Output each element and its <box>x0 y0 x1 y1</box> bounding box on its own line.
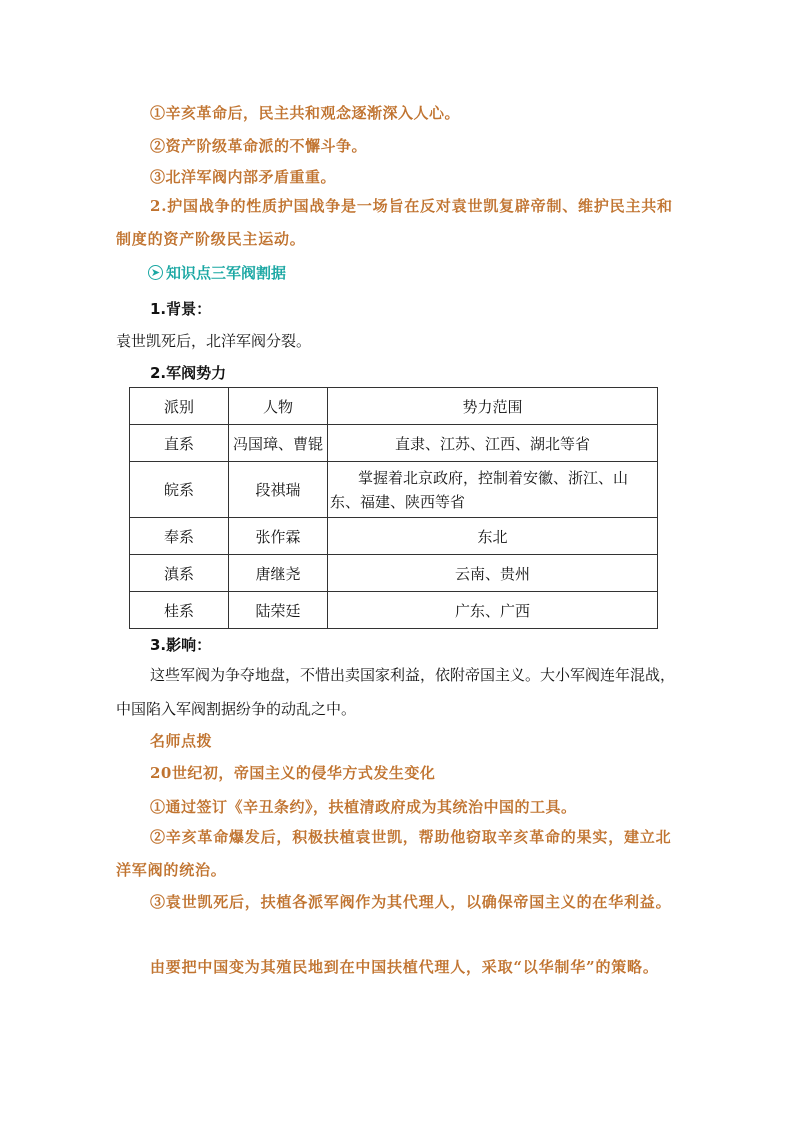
table-cell-text: 掌握着北京政府，控制着安徽、浙江、山东、福建、陕西等省 <box>330 468 629 511</box>
teacher-tips-line2: ①通过签订《辛丑条约》，扶植清政府成为其统治中国的工具。 <box>150 798 577 816</box>
table-header-cell: 人物 <box>229 388 328 425</box>
table-cell: 唐继尧 <box>229 555 328 592</box>
table-cell: 冯国璋、曹锟 <box>229 425 328 462</box>
warlord-table <box>129 387 658 629</box>
teacher-tips-line1: 20世纪初，帝国主义的侵华方式发生变化 <box>150 764 436 782</box>
point1-item3: ③北洋军阀内部矛盾重重。 <box>150 168 337 186</box>
teacher-tips-line4: ③袁世凯死后，扶植各派军阀作为其代理人，以确保帝国主义的在华利益。 <box>150 893 672 911</box>
section-heading <box>148 262 286 283</box>
forces-label: 2.军阀势力 <box>150 364 227 382</box>
table-cell: 桂系 <box>130 592 229 629</box>
table-row <box>130 555 658 592</box>
table-row <box>130 425 658 462</box>
table-cell: 皖系 <box>130 462 229 518</box>
table-cell: 段祺瑞 <box>229 462 328 518</box>
table-cell: 张作霖 <box>229 518 328 555</box>
teacher-tips-line3: ②辛亥革命爆发后，积极扶植袁世凯，帮助他窃取辛亥革命的果实，建立北洋军阀的统治。 <box>116 828 672 879</box>
table-cell: 云南、贵州 <box>328 555 658 592</box>
table-row <box>130 518 658 555</box>
table-cell: 滇系 <box>130 555 229 592</box>
table-header-row <box>130 388 658 425</box>
table-cell <box>328 462 658 518</box>
table-header-cell: 势力范围 <box>328 388 658 425</box>
table-cell: 陆荣廷 <box>229 592 328 629</box>
teacher-tips-label: 名师点拨 <box>150 732 213 750</box>
table-row <box>130 592 658 629</box>
teacher-tips-line5: 由要把中国变为其殖民地到在中国扶植代理人，采取“以华制华”的策略。 <box>150 958 659 976</box>
table-header-cell: 派别 <box>130 388 229 425</box>
point1-item1: ①辛亥革命后，民主共和观念逐渐深入人心。 <box>150 104 461 122</box>
background-text: 袁世凯死后，北洋军阀分裂。 <box>116 332 312 350</box>
impact-label: 3.影响： <box>150 636 212 654</box>
table-cell: 东北 <box>328 518 658 555</box>
table-row <box>130 462 658 518</box>
table-cell: 奉系 <box>130 518 229 555</box>
section-title: 知识点三军阀割据 <box>166 264 287 282</box>
circle-arrow-icon: ➤ <box>148 265 163 280</box>
table-cell: 直隶、江苏、江西、湖北等省 <box>328 425 658 462</box>
background-label: 1.背景： <box>150 300 212 318</box>
point1-item2: ②资产阶级革命派的不懈斗争。 <box>150 137 368 155</box>
table-cell: 广东、广西 <box>328 592 658 629</box>
point2-nature: 2.护国战争的性质护国战争是一场旨在反对袁世凯复辟帝制、维护民主共和制度的资产阶级民主运动。 <box>116 197 673 248</box>
table-cell: 直系 <box>130 425 229 462</box>
impact-text: 这些军阀为争夺地盘，不惜出卖国家利益，依附帝国主义。大小军阀连年混战，中国陷入军阀割据纷争的动乱之中。 <box>116 666 676 718</box>
